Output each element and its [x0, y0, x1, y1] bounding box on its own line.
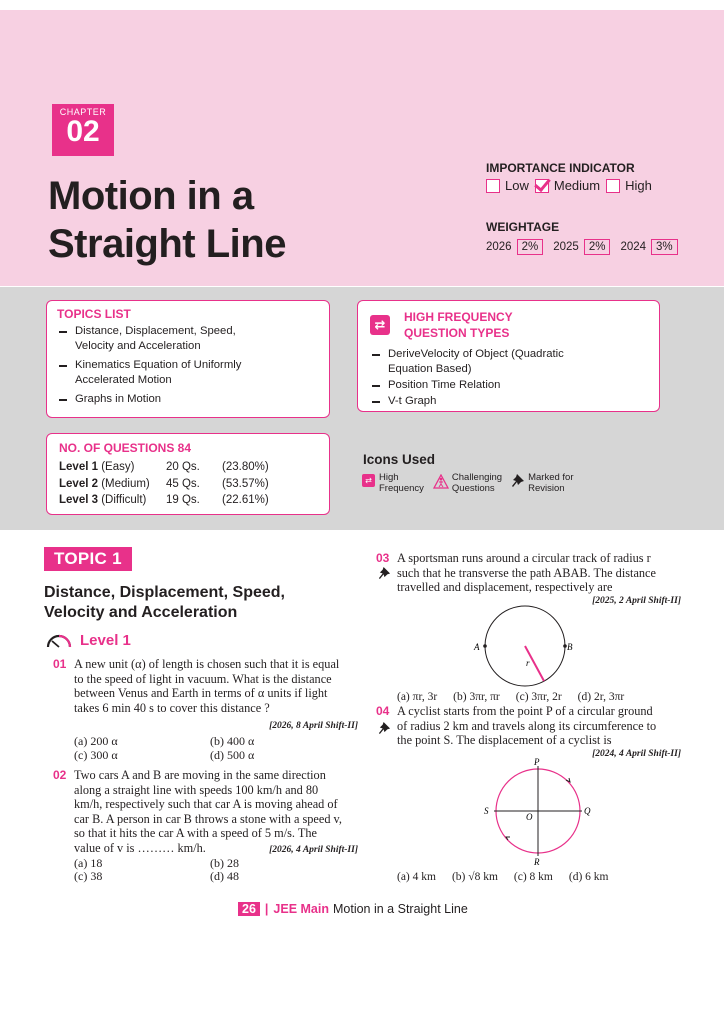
table-row [59, 459, 317, 476]
level-pct: (23.80%) [222, 461, 269, 473]
level-pct: (22.61%) [222, 494, 269, 506]
questions-count-card [46, 433, 330, 515]
option: (b) 400 α [210, 734, 255, 749]
table-row [59, 476, 317, 493]
option: (c) 300 α [74, 747, 118, 762]
question-line: car B. A person in car B throws a stone with a speed v, [74, 811, 342, 826]
high-frequency-title-line1: HIGH FREQUENCY [404, 310, 513, 324]
question-line: value of v is ……… km/h. [74, 840, 206, 855]
high-frequency-list [370, 347, 647, 409]
level-difficulty: (Easy) [101, 461, 135, 473]
topic-heading-line2: Velocity and Acceleration [44, 604, 238, 621]
legend-item [433, 472, 502, 494]
option: (d) 2r, 3πr [577, 691, 625, 703]
figure-label-o: O [526, 812, 533, 822]
topic-badge: TOPIC 1 [44, 547, 132, 571]
question-options [74, 735, 358, 762]
high-frequency-icon: ⇄ [370, 315, 390, 335]
question-number: 02 [53, 768, 67, 782]
option: (c) 3πr, 2r [515, 691, 562, 703]
level-label: Level 1 [80, 632, 131, 649]
legend-label: Marked for [528, 472, 574, 483]
level-pct: (53.57%) [222, 477, 269, 490]
weightage-value: 2% [584, 239, 611, 255]
challenging-icon [433, 474, 449, 489]
level-qs: 20 Qs. [166, 461, 200, 473]
pin-icon [378, 721, 391, 735]
icons-used-title: Icons Used [363, 452, 436, 467]
high-frequency-card [357, 300, 660, 412]
question-line: between Venus and Earth in terms of α units if light [74, 686, 328, 701]
pin-icon [511, 473, 525, 488]
legend-item [511, 472, 573, 494]
high-frequency-title [404, 309, 647, 341]
list-item: Distance, Displacement, Speed, Velocity and Acceleration [57, 324, 247, 354]
question-line: the point S. The displacement of a cyclist is [397, 733, 612, 748]
level-difficulty: (Medium) [101, 477, 150, 490]
topics-list-card [46, 300, 330, 418]
question-source: [2024, 4 April Shift-II] [592, 748, 681, 759]
question-number: 01 [53, 657, 67, 671]
legend-label: Revision [528, 483, 565, 494]
figure-label-a: A [474, 642, 480, 652]
option: (d) 6 km [568, 871, 609, 883]
question-line: takes 6 min 40 s to cover this distance ? [74, 700, 270, 715]
option: (c) 38 [74, 869, 103, 884]
weightage-heading: WEIGHTAGE [486, 220, 560, 234]
figure-label-p: P [534, 757, 540, 767]
option: (a) 4 km [397, 871, 436, 883]
option: (c) 8 km [513, 871, 553, 883]
weightage-year: 2024 [620, 241, 647, 253]
level-qs: 45 Qs. [166, 477, 200, 490]
question-number: 04 [376, 704, 390, 718]
figure-label-q: Q [584, 806, 591, 816]
weightage-value: 2% [517, 239, 544, 255]
importance-high-checkbox [606, 179, 620, 193]
level-name: Level 2 [59, 477, 98, 490]
question-line: travelled and displacement, respectively are [397, 580, 613, 595]
importance-medium-label: Medium [553, 178, 601, 193]
question-source: [2026, 8 April Shift-II] [269, 721, 358, 732]
question-03-options [397, 690, 687, 704]
chapter-title-line1: Motion in a [48, 174, 254, 218]
question-line: along a straight line with speeds 100 km/h and 80 [74, 782, 319, 797]
legend-label: Challenging [451, 472, 503, 483]
importance-low-checkbox [486, 179, 500, 193]
table-row [59, 492, 317, 509]
weightage-value: 3% [651, 239, 678, 255]
list-item: Position Time Relation [370, 378, 647, 393]
question-line: to the speed of light in vacuum. What is the distance [74, 671, 332, 686]
question-line: km/h, respectively such that car A is moving ahead of [74, 797, 338, 812]
option: (b) 28 [210, 855, 239, 870]
footer-brand: JEE Main [273, 902, 329, 916]
high-frequency-title-line2: QUESTION TYPES [404, 326, 510, 340]
question-line: A cyclist starts from the point P of a circular ground [397, 704, 653, 718]
page-number: 26 [238, 902, 260, 916]
footer-chapter: Motion in a Straight Line [332, 902, 468, 916]
question-line: Two cars A and B are moving in the same direction [74, 768, 326, 782]
legend-item [362, 472, 424, 494]
list-item: DeriveVelocity of Object (Quadratic Equation Based) [370, 347, 600, 377]
level-difficulty: (Difficult) [101, 494, 147, 506]
level-qs: 19 Qs. [166, 494, 200, 506]
figure-label-r: r [526, 658, 530, 668]
question-01 [53, 657, 358, 762]
question-line: of radius 2 km and travels along its circumference to [397, 718, 657, 733]
question-line: such that he transverse the path ABAB. The distance [397, 565, 656, 580]
chapter-title-line2: Straight Line [48, 222, 286, 266]
question-line: A new unit (α) of length is chosen such that it is equal [74, 657, 340, 671]
speedometer-icon [46, 634, 72, 648]
list-item: V-t Graph [370, 394, 647, 409]
icons-legend [362, 472, 582, 494]
legend-label: High [379, 472, 399, 483]
levels-table [59, 459, 317, 509]
question-02 [53, 768, 358, 884]
questions-count-title: NO. OF QUESTIONS 84 [59, 441, 192, 455]
legend-label: Questions [451, 483, 495, 494]
question-source: [2025, 2 April Shift-II] [592, 595, 681, 606]
option: (a) 200 α [74, 734, 118, 749]
legend-label: Frequency [379, 483, 424, 494]
figure-label-b: B [567, 642, 573, 652]
topic-heading-line1: Distance, Displacement, Speed, [44, 584, 285, 601]
option: (a) πr, 3r [397, 691, 438, 703]
list-item: Kinematics Equation of Uniformly Accelerated Motion [57, 358, 257, 388]
question-04-options [397, 870, 687, 884]
circular-track-figure [470, 604, 580, 688]
list-item: Graphs in Motion [57, 392, 319, 407]
topic-heading [44, 583, 344, 623]
importance-medium-checkbox [535, 179, 549, 193]
chapter-title [48, 172, 448, 268]
importance-options [486, 178, 658, 193]
question-last-line [74, 841, 358, 857]
page-footer [238, 902, 468, 916]
question-line: so that it hits the car A with a speed of 5 m/s. The [74, 826, 317, 841]
high-frequency-icon: ⇄ [362, 474, 375, 487]
question-line: A sportsman runs around a circular track of radius r [397, 551, 651, 565]
chapter-number: 02 [66, 115, 100, 148]
level-name: Level 3 [59, 494, 98, 506]
chapter-label: CHAPTER [59, 107, 107, 117]
figure-label-r: R [534, 857, 540, 866]
importance-low-label: Low [505, 178, 529, 193]
chapter-badge [52, 104, 114, 156]
weightage-year: 2025 [553, 241, 579, 253]
topics-list-title: TOPICS LIST [57, 307, 131, 321]
level-heading [46, 632, 131, 649]
level-name: Level 1 [59, 461, 98, 473]
weightage-row [486, 239, 688, 255]
question-04 [376, 704, 681, 761]
question-source: [2026, 4 April Shift-II] [269, 844, 358, 855]
option: (b) 3πr, πr [453, 691, 500, 703]
question-options [74, 857, 358, 884]
question-number: 03 [376, 551, 390, 565]
importance-heading: IMPORTANCE INDICATOR [486, 161, 635, 175]
topics-list [57, 324, 319, 407]
option: (d) 500 α [210, 747, 255, 762]
option: (a) 18 [74, 855, 103, 870]
importance-high-label: High [625, 178, 652, 193]
weightage-year: 2026 [486, 241, 512, 253]
option: (b) √8 km [451, 871, 498, 883]
figure-label-s: S [484, 806, 489, 816]
pin-icon [378, 566, 391, 580]
question-03 [376, 551, 681, 608]
footer-separator: | [264, 902, 269, 916]
option: (d) 48 [210, 869, 239, 884]
cyclist-ground-figure [480, 756, 596, 866]
